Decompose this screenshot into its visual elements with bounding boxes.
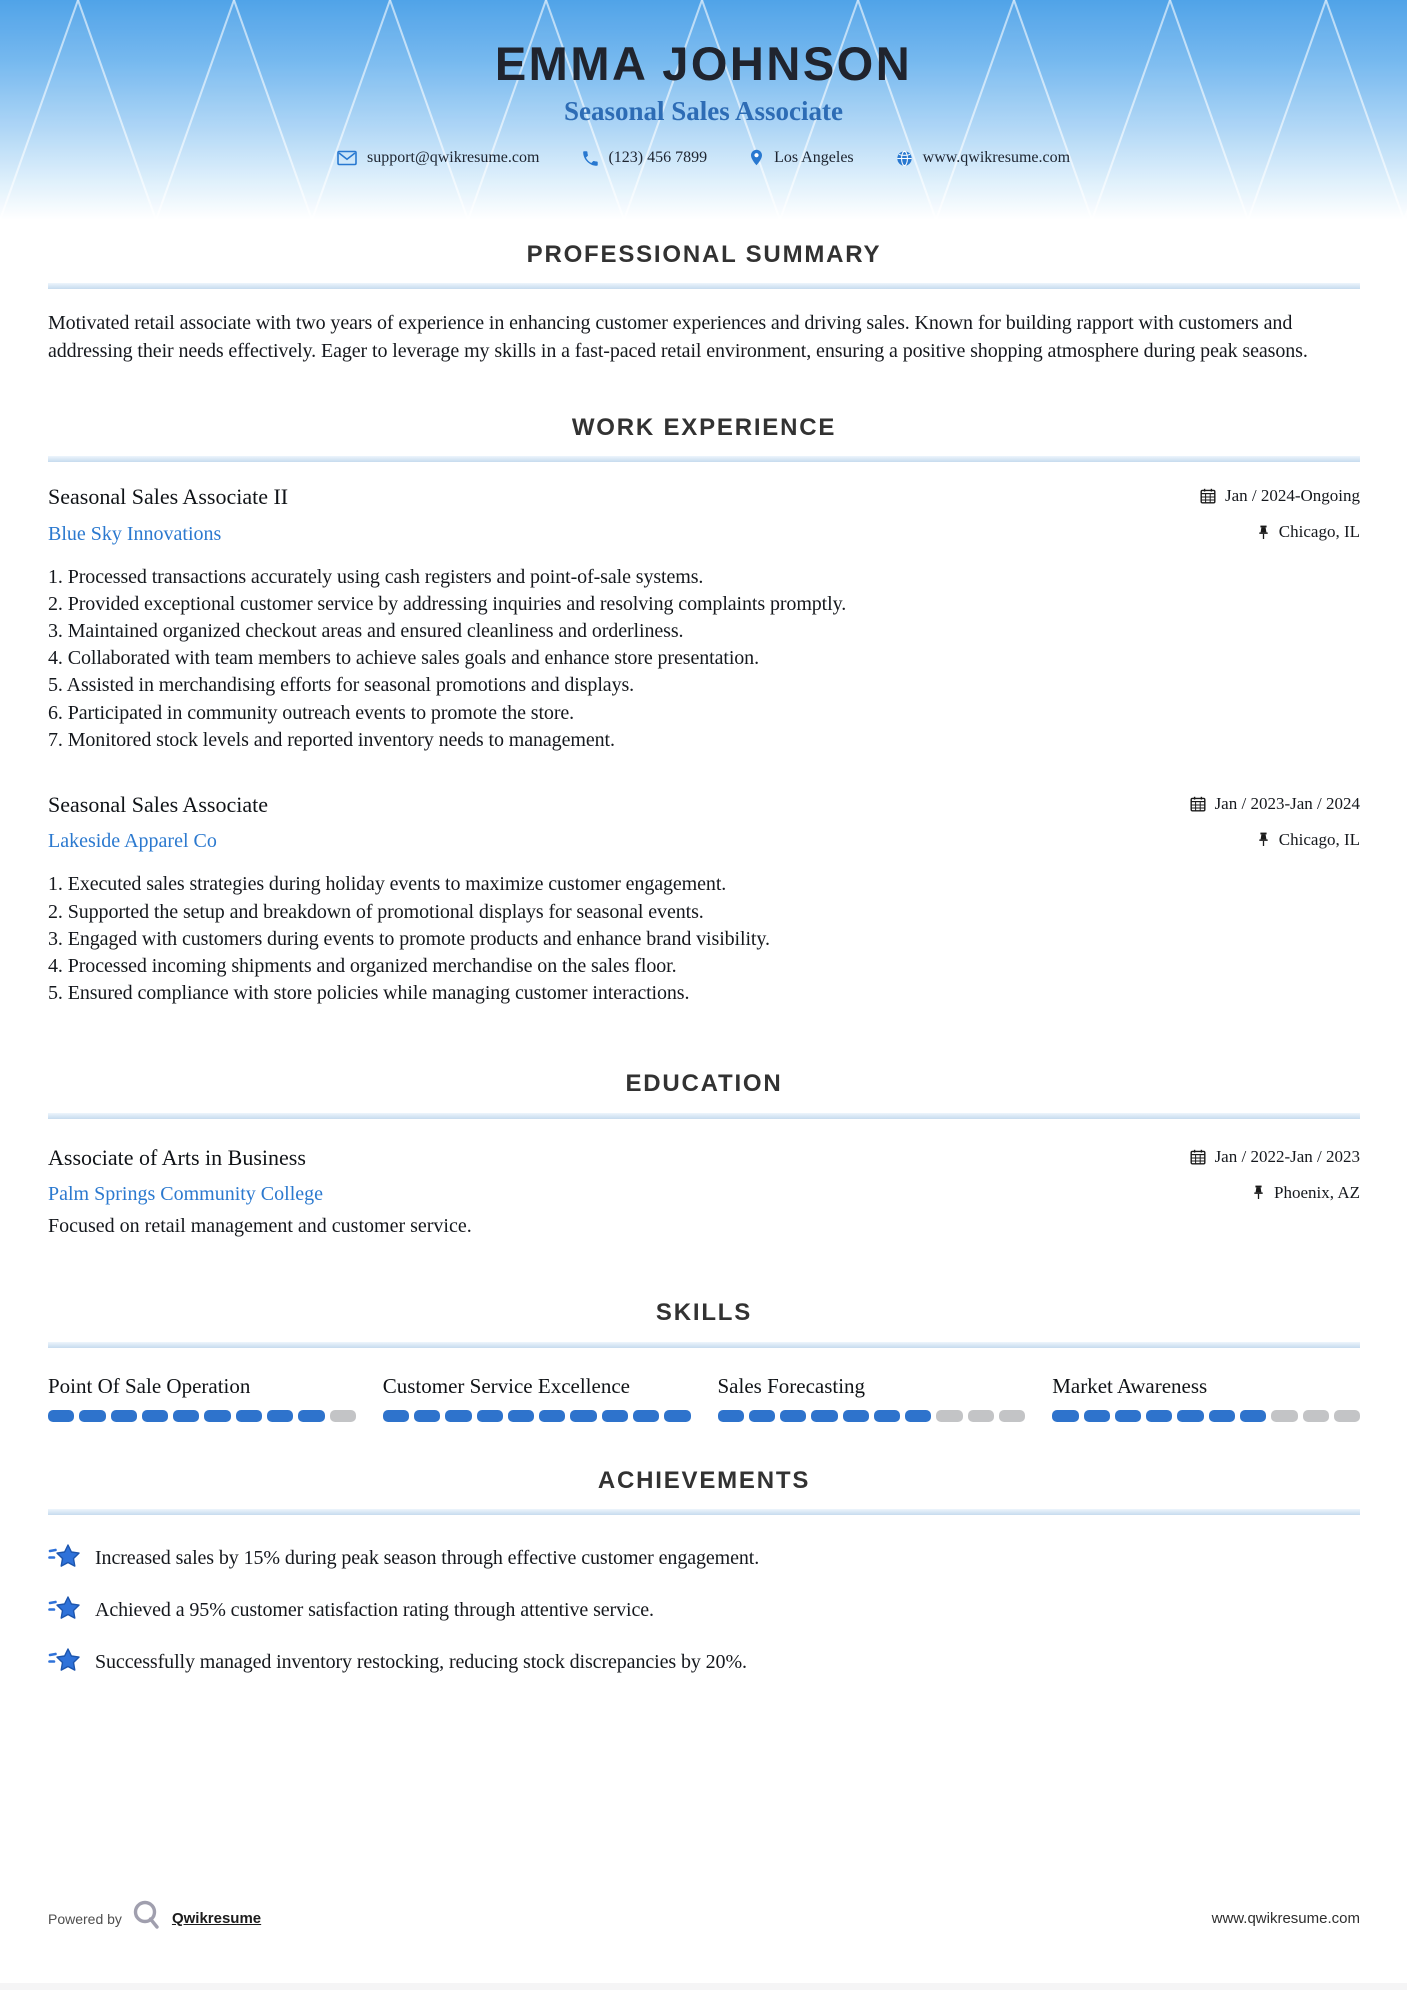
skill-name: Customer Service Excellence: [382, 1373, 630, 1398]
skill-bar-segment: [79, 1410, 105, 1422]
skill-bar-segment: [570, 1410, 596, 1422]
job-bullet: Provided exceptional customer service by addressing inquiries and resolving complaints promptly.: [67, 592, 847, 615]
skill-bar-segment: [1303, 1410, 1329, 1422]
skills-heading: SKILLS: [655, 1299, 753, 1327]
skill-bar-segment: [936, 1410, 962, 1422]
calendar-icon: [1200, 488, 1216, 504]
achievement-text: Increased sales by 15% during peak season through effective customer engagement.: [95, 1547, 760, 1570]
qwikresume-q-logo: [131, 1899, 163, 1938]
achievement-text: Successfully managed inventory restocking, reducing stock discrepancies by 20%.: [95, 1651, 747, 1674]
qwikresume-brand-link[interactable]: Qwikresume: [171, 1910, 262, 1927]
skill-bar-segment: [142, 1410, 168, 1422]
skill-bar-segment: [1271, 1410, 1297, 1422]
job-bullet: Supported the setup and breakdown of promotional displays for seasonal events.: [67, 900, 704, 923]
job-location-text: Chicago, IL: [1278, 829, 1360, 849]
job-bullet-list: [48, 871, 1360, 1007]
pushpin-icon: [1257, 525, 1270, 540]
skill-level-bar: [718, 1410, 1026, 1422]
achievement-item: [48, 1645, 1360, 1680]
job-location-text: Chicago, IL: [1278, 522, 1360, 542]
job-bullet: Maintained organized checkout areas and ensured cleanliness and orderliness.: [67, 620, 684, 643]
skill-item: [48, 1374, 356, 1422]
skill-bar-segment: [749, 1410, 775, 1422]
section-divider: [48, 1113, 1360, 1119]
calendar-icon: [1190, 1149, 1206, 1165]
skill-item: [383, 1374, 691, 1422]
skills-grid: [48, 1374, 1360, 1422]
section-professional-summary: [48, 242, 1360, 365]
location-pin-icon: [749, 149, 764, 167]
education-entry: [48, 1145, 1360, 1239]
contact-location: [749, 149, 854, 167]
section-skills: [48, 1300, 1360, 1421]
section-achievements: [48, 1468, 1360, 1680]
skill-bar-segment: [48, 1410, 74, 1422]
job-bullet: Monitored stock levels and reported inventory needs to management.: [67, 728, 615, 751]
job-bullet: Processed incoming shipments and organized merchandise on the sales floor.: [67, 955, 677, 978]
job-dates: [1200, 486, 1360, 506]
skill-level-bar: [48, 1410, 356, 1422]
job-bullet: Executed sales strategies during holiday events to maximize customer engagement.: [67, 873, 727, 896]
skill-bar-segment: [445, 1410, 471, 1422]
summary-text: Motivated retail associate with two years of experience in enhancing customer experiences and driving sales. Known for building rapport with customers and addressing their needs effectively. Eager to leverage my skills in a fast-paced retail environment, ensuring a positive shopping atmosphere during peak seasons.: [48, 312, 1308, 362]
calendar-icon: [1190, 796, 1206, 812]
skill-bar-segment: [905, 1410, 931, 1422]
skill-bar-segment: [414, 1410, 440, 1422]
skill-item: [718, 1374, 1026, 1422]
resume-header: [0, 0, 1407, 220]
shooting-star-icon: [48, 1593, 80, 1628]
job-bullet: Participated in community outreach events to promote the store.: [67, 701, 575, 724]
pushpin-icon: [1252, 1185, 1265, 1200]
skill-bar-segment: [236, 1410, 262, 1422]
education-location: [1252, 1183, 1360, 1203]
skill-bar-segment: [204, 1410, 230, 1422]
candidate-job-title: Seasonal Sales Associate: [563, 96, 844, 126]
contact-email-text: support@qwikresume.com: [366, 149, 540, 166]
skill-bar-segment: [1240, 1410, 1266, 1422]
contact-phone-text: (123) 456 7899: [608, 149, 708, 166]
skill-bar-segment: [508, 1410, 534, 1422]
page-footer: [48, 1899, 1360, 1938]
job-dates: [1190, 794, 1360, 814]
shooting-star-icon: [48, 1645, 80, 1680]
achievement-text: Achieved a 95% customer satisfaction rating through attentive service.: [95, 1599, 654, 1622]
contact-email[interactable]: [337, 149, 539, 167]
section-education: [48, 1071, 1360, 1238]
job-bullet: Engaged with customers during events to promote products and enhance brand visibility.: [67, 927, 770, 950]
skill-bar-segment: [811, 1410, 837, 1422]
skill-bar-segment: [298, 1410, 324, 1422]
contact-website-text: www.qwikresume.com: [922, 149, 1071, 166]
education-heading: EDUCATION: [625, 1070, 783, 1098]
skill-bar-segment: [968, 1410, 994, 1422]
skill-bar-segment: [477, 1410, 503, 1422]
skill-bar-segment: [633, 1410, 659, 1422]
section-divider: [48, 1342, 1360, 1348]
job-bullet: Ensured compliance with store policies while managing customer interactions.: [67, 982, 690, 1005]
section-divider: [48, 456, 1360, 462]
job-dates-text: Jan / 2023-Jan / 2024: [1214, 793, 1360, 813]
globe-icon: [896, 150, 913, 167]
section-divider: [48, 283, 1360, 289]
job-title: Seasonal Sales Associate: [48, 791, 268, 817]
job-dates-text: Jan / 2024-Ongoing: [1224, 486, 1360, 506]
phone-icon: [581, 150, 598, 167]
skill-name: Point Of Sale Operation: [48, 1373, 251, 1398]
resume-body: [0, 242, 1407, 1680]
skill-bar-segment: [843, 1410, 869, 1422]
powered-by-label: Powered by: [48, 1910, 122, 1927]
job-entry: [48, 792, 1360, 1007]
job-title: Seasonal Sales Associate II: [48, 484, 289, 510]
skill-level-bar: [1052, 1410, 1360, 1422]
job-bullet: Collaborated with team members to achieve sales goals and enhance store presentation.: [67, 647, 759, 670]
section-divider: [48, 1509, 1360, 1515]
skill-bar-segment: [539, 1410, 565, 1422]
education-location-text: Phoenix, AZ: [1274, 1182, 1360, 1202]
job-bullet-list: [48, 564, 1360, 754]
candidate-name: EMMA JOHNSON: [494, 37, 913, 90]
skill-bar-segment: [173, 1410, 199, 1422]
skill-bar-segment: [111, 1410, 137, 1422]
education-dates-text: Jan / 2022-Jan / 2023: [1214, 1146, 1360, 1166]
job-location: [1257, 830, 1360, 850]
skill-bar-segment: [1115, 1410, 1141, 1422]
job-company-link[interactable]: Lakeside Apparel Co: [48, 830, 217, 853]
email-icon: [337, 150, 357, 166]
skill-bar-segment: [1209, 1410, 1235, 1422]
achievements-heading: ACHIEVEMENTS: [597, 1466, 811, 1494]
education-degree: Associate of Arts in Business: [48, 1144, 306, 1170]
achievement-item: [48, 1593, 1360, 1628]
skill-bar-segment: [1084, 1410, 1110, 1422]
achievement-item: [48, 1541, 1360, 1576]
job-location: [1257, 522, 1360, 542]
work-heading: WORK EXPERIENCE: [571, 413, 837, 441]
skill-name: Sales Forecasting: [717, 1373, 866, 1398]
skill-bar-segment: [999, 1410, 1025, 1422]
skill-level-bar: [383, 1410, 691, 1422]
skill-bar-segment: [1177, 1410, 1203, 1422]
contact-website[interactable]: [896, 149, 1070, 167]
pushpin-icon: [1257, 832, 1270, 847]
job-bullet: Assisted in merchandising efforts for seasonal promotions and displays.: [66, 674, 635, 697]
skill-bar-segment: [718, 1410, 744, 1422]
bottom-strip: [0, 1983, 1407, 1990]
skill-bar-segment: [1052, 1410, 1078, 1422]
skill-bar-segment: [874, 1410, 900, 1422]
summary-heading: PROFESSIONAL SUMMARY: [526, 241, 882, 268]
skill-bar-segment: [267, 1410, 293, 1422]
skill-bar-segment: [664, 1410, 690, 1422]
job-company-link[interactable]: Blue Sky Innovations: [48, 522, 222, 545]
shooting-star-icon: [48, 1541, 80, 1576]
section-work-experience: [48, 415, 1360, 1008]
footer-website-text: www.qwikresume.com: [1211, 1910, 1360, 1927]
skill-item: [1052, 1374, 1360, 1422]
skill-bar-segment: [383, 1410, 409, 1422]
skill-bar-segment: [780, 1410, 806, 1422]
job-entry: [48, 484, 1360, 754]
contact-location-text: Los Angeles: [774, 149, 854, 166]
skill-bar-segment: [330, 1410, 356, 1422]
skill-bar-segment: [602, 1410, 628, 1422]
skill-name: Market Awareness: [1052, 1373, 1208, 1398]
contact-row: [0, 149, 1407, 167]
education-description: Focused on retail management and customer service.: [48, 1215, 472, 1238]
education-dates: [1190, 1147, 1360, 1167]
skill-bar-segment: [1146, 1410, 1172, 1422]
education-school-link[interactable]: Palm Springs Community College: [48, 1183, 324, 1206]
skill-bar-segment: [1334, 1410, 1360, 1422]
contact-phone[interactable]: [581, 149, 707, 167]
job-bullet: Processed transactions accurately using cash registers and point-of-sale systems.: [67, 565, 704, 588]
